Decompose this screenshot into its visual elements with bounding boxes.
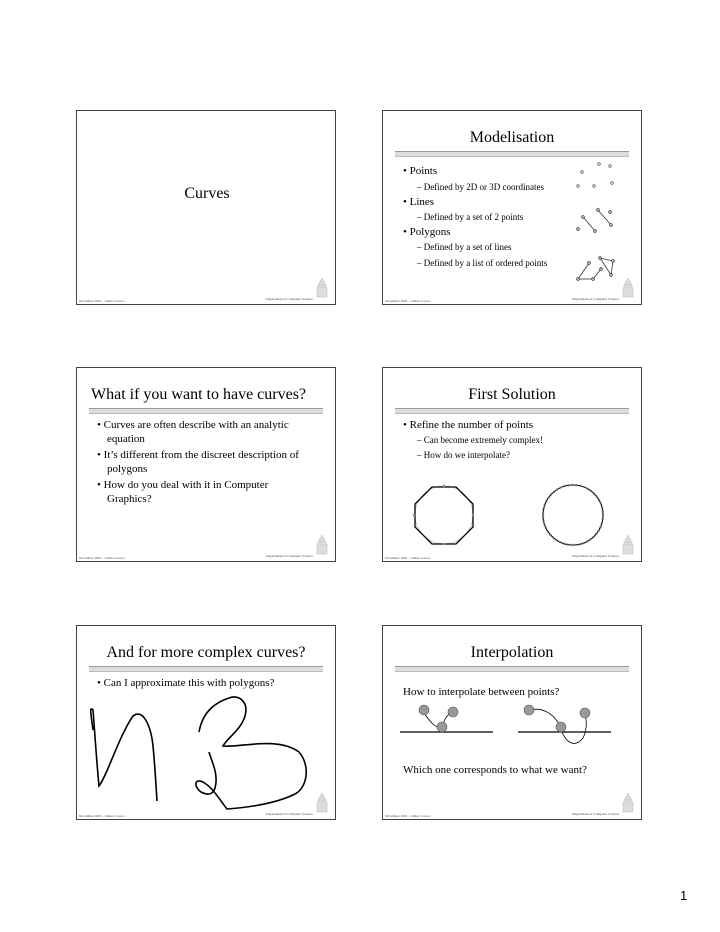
slide-complex-curves [76, 625, 336, 820]
sub-bullet: – How do we interpolate? [417, 450, 510, 460]
sub-bullet: – Defined by a list of ordered points [417, 258, 548, 268]
ucl-logo-icon [315, 534, 329, 556]
sub-bullet: – Defined by a set of lines [417, 242, 512, 252]
ucl-logo-icon [315, 277, 329, 299]
bullet-continuation: Graphics? [107, 493, 152, 505]
bullet: • Refine the number of points [403, 419, 534, 431]
sub-bullet: – Defined by a set of 2 points [417, 212, 524, 222]
title-rule [395, 151, 629, 157]
footer-left: November 2001 - Céline Loscos [79, 814, 125, 818]
footer-right: Department of Computer Science [266, 297, 313, 301]
slide-title: Curves [184, 185, 230, 202]
interpolation-diagram [383, 626, 643, 821]
bullet: • Curves are often describe with an analytic [97, 419, 289, 431]
slide-curves [76, 110, 336, 305]
ucl-logo-icon [621, 277, 635, 299]
bullet: • How do you deal with it in Computer [97, 479, 269, 491]
title-rule [89, 408, 323, 414]
slide-title: Modelisation [469, 129, 555, 146]
bullet-polygons: • Polygons [403, 226, 451, 238]
footer-left: November 2001 - Céline Loscos [385, 299, 431, 303]
octagon-approximation [411, 480, 481, 550]
slide-modelisation [382, 110, 642, 305]
footer-right: Department of Computer Science [266, 554, 313, 558]
slide-first-solution [382, 367, 642, 562]
bullet-points: • Points [403, 165, 438, 177]
footer-right: Department of Computer Science [572, 812, 619, 816]
slide-title: Interpolation [470, 644, 554, 661]
page-number: 1 [680, 888, 688, 903]
refined-circle [538, 480, 608, 550]
slide-what-if-curves [76, 367, 336, 562]
slide-interpolation [382, 625, 642, 820]
interpolation-answer: Which one corresponds to what we want? [403, 764, 587, 776]
footer-right: Department of Computer Science [572, 297, 619, 301]
title-rule [395, 408, 629, 414]
ucl-logo-icon [315, 792, 329, 814]
footer-right: Department of Computer Science [266, 812, 313, 816]
ucl-logo-icon [621, 534, 635, 556]
sub-bullet: – Can become extremely complex! [417, 435, 543, 445]
bullet: • Can I approximate this with polygons? [97, 677, 275, 689]
bullet-lines: • Lines [403, 196, 435, 208]
complex-curve-drawing [77, 626, 337, 821]
footer-left: November 2001 - Céline Loscos [385, 556, 431, 560]
slide-title: First Solution [468, 386, 556, 403]
bullet-continuation: equation [107, 433, 145, 445]
footer-left: November 2001 - Céline Loscos [385, 814, 431, 818]
sub-bullet: – Defined by 2D or 3D coordinates [417, 182, 544, 192]
bullet-continuation: polygons [107, 463, 148, 475]
modelisation-illustration [573, 159, 623, 284]
bullet: • It’s different from the discreet description of [97, 449, 299, 461]
slide-title: And for more complex curves? [106, 644, 306, 661]
footer-left: November 2001 - Céline Loscos [79, 556, 125, 560]
slide-title: What if you want to have curves? [91, 386, 307, 403]
interpolation-question: How to interpolate between points? [403, 686, 560, 698]
ucl-logo-icon [621, 792, 635, 814]
footer-left: November 2001 - Céline Loscos [79, 299, 125, 303]
footer-right: Department of Computer Science [572, 554, 619, 558]
